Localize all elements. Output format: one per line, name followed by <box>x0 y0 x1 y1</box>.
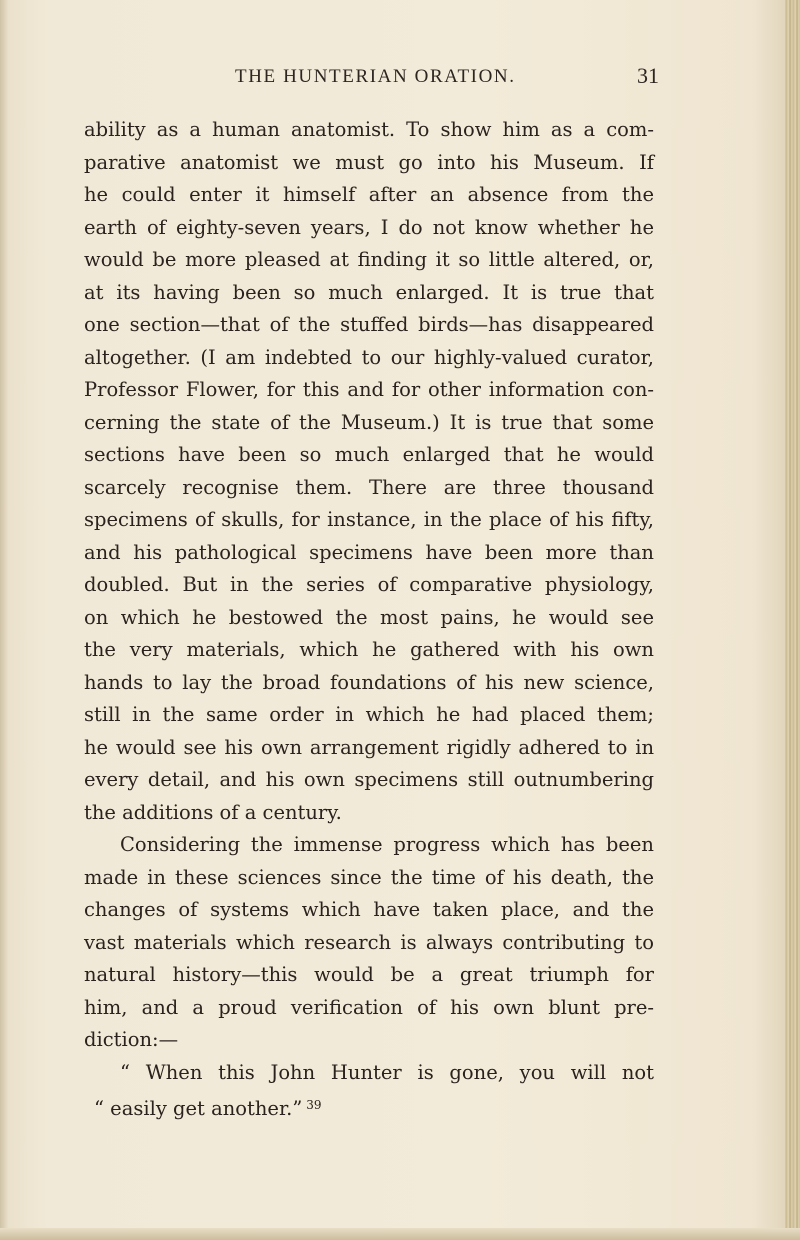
body-text <box>84 114 654 1122</box>
text-line: Professor Flower, for this and for other information con- <box>84 378 654 401</box>
text-line: cerning the state of the Museum.) It is true that some <box>84 410 654 434</box>
footnote-reference: 39 <box>306 1098 322 1112</box>
text-line: parative anatomist we must go into his Museum. If <box>84 150 654 174</box>
text-line: altogether. (I am indebted to our highly-valued curator, <box>84 345 654 369</box>
quotation-text: “ easily get another.” <box>94 1097 303 1120</box>
page-header <box>0 63 800 96</box>
text-line: scarcely recognise them. There are three thousand <box>84 475 654 499</box>
text-line: made in these sciences since the time of his death, the <box>84 865 654 889</box>
text-line: natural history—this would be a great triumph for <box>84 963 654 986</box>
text-line: and his pathological specimens have been more than <box>84 540 654 564</box>
paragraph-start-line: Considering the immense progress which has been <box>120 833 654 856</box>
quotation-line: “ When this John Hunter is gone, you will not <box>120 1060 654 1084</box>
book-fore-edge <box>785 0 800 1240</box>
text-line: the very materials, which he gathered with his own <box>84 638 654 661</box>
text-line: would be more pleased at finding it so little altered, or, <box>84 248 654 271</box>
text-line: he would see his own arrangement rigidly adhered to in <box>84 735 654 759</box>
text-line: still in the same order in which he had placed them; <box>84 703 654 726</box>
text-line: vast materials which research is always contributing to <box>84 930 654 954</box>
text-line: him, and a proud verification of his own blunt pre- <box>84 995 654 1019</box>
quotation-end-line <box>84 1089 654 1122</box>
text-line: specimens of skulls, for instance, in the place of his fifty, <box>84 508 654 531</box>
text-line: earth of eighty-seven years, I do not know whether he <box>84 215 654 239</box>
text-line: he could enter it himself after an absence from the <box>84 183 654 206</box>
text-line: on which he bestowed the most pains, he would see <box>84 605 654 629</box>
text-line: sections have been so much enlarged that he would <box>84 443 654 466</box>
text-line: one section—that of the stuffed birds—has disappeared <box>84 313 654 336</box>
text-line: ability as a human anatomist. To show him as a com- <box>84 118 654 141</box>
paragraph-end-line: the additions of a century. <box>84 800 342 824</box>
text-line: changes of systems which have taken place, and the <box>84 898 654 921</box>
text-line: doubled. But in the series of comparative physiology, <box>84 573 654 596</box>
running-title: THE HUNTERIAN ORATION. <box>235 66 516 87</box>
text-line: every detail, and his own specimens still outnumbering <box>84 768 654 791</box>
page-left-edge <box>0 0 8 1240</box>
text-line: hands to lay the broad foundations of his new science, <box>84 670 654 694</box>
paragraph-end-line: diction:— <box>84 1028 179 1051</box>
page-number: 31 <box>637 63 659 88</box>
page-bottom-edge <box>0 1228 800 1240</box>
text-line: at its having been so much enlarged. It is true that <box>84 280 654 304</box>
